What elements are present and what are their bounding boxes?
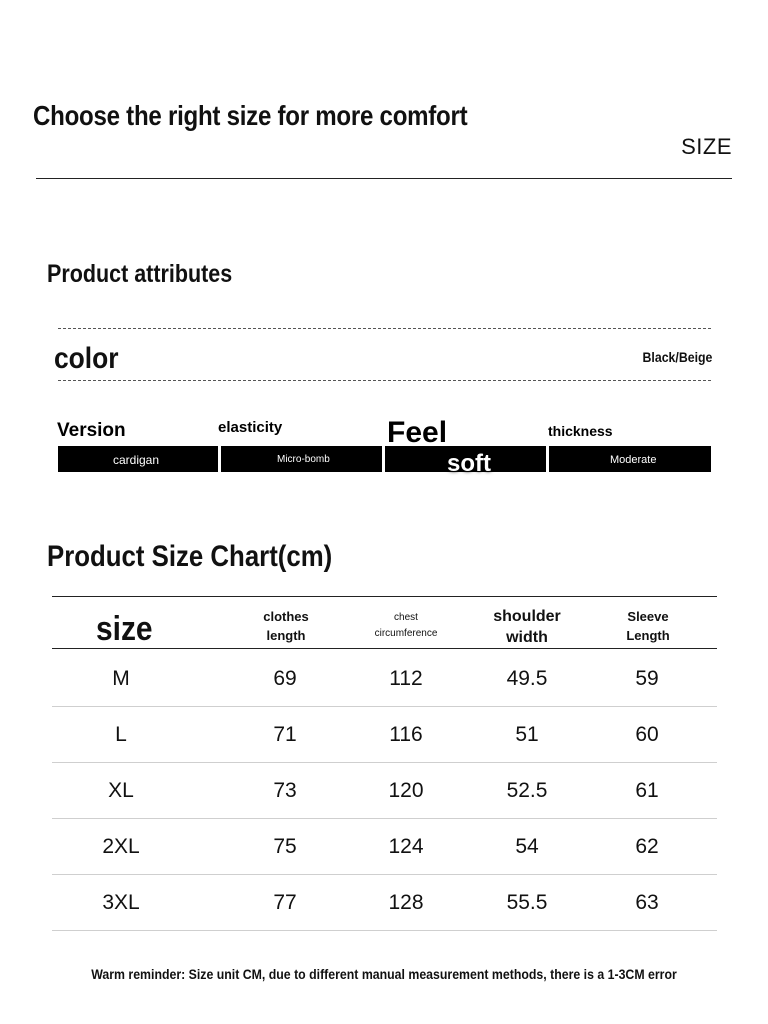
warm-reminder: Warm reminder: Size unit CM, due to different manual measurement methods, there is a 1-3CM error (91, 966, 677, 982)
table-row (52, 706, 717, 763)
table-row (52, 874, 717, 931)
header-shoulder-line2: width (506, 629, 548, 646)
cell-clothes-length: 73 (273, 779, 297, 802)
size-tag: SIZE (681, 134, 732, 159)
header-clothes-length (263, 607, 309, 645)
cell-shoulder: 49.5 (506, 667, 548, 690)
attribute-value-version: cardigan (113, 453, 160, 467)
attribute-name-feel: Feel (387, 416, 448, 449)
cell-size: 2XL (102, 835, 140, 858)
table-row (52, 762, 717, 819)
cell-chest: 124 (388, 835, 424, 858)
cell-clothes-length: 75 (273, 835, 297, 858)
attribute-name-elasticity: elasticity (218, 419, 283, 436)
cell-shoulder: 52.5 (506, 779, 548, 802)
header-chest-line2: circumference (374, 628, 438, 639)
cell-chest: 116 (389, 723, 423, 746)
attributes-title: Product attributes (47, 260, 233, 288)
bar-separator (218, 446, 221, 472)
table-row (52, 650, 717, 707)
cell-size: M (112, 667, 130, 690)
table-header-rule (52, 648, 717, 649)
table-row (52, 818, 717, 875)
cell-sleeve: 62 (635, 835, 659, 858)
header-size: size (96, 610, 153, 648)
header-clothes-length-line1: clothes (263, 609, 309, 624)
cell-clothes-length: 71 (273, 723, 297, 746)
cell-chest: 128 (388, 891, 424, 914)
table-top-rule (52, 596, 717, 597)
attribute-name-thickness: thickness (548, 423, 613, 439)
attribute-value-elasticity: Micro-bomb (277, 454, 330, 465)
cell-chest: 112 (389, 667, 423, 690)
header-clothes-length-line2: length (266, 628, 306, 643)
cell-shoulder: 51 (515, 723, 539, 746)
cell-sleeve: 61 (635, 779, 659, 802)
cell-size: XL (108, 779, 134, 802)
cell-shoulder: 54 (515, 835, 539, 858)
bar-separator (546, 446, 549, 472)
header-sleeve-length (626, 607, 669, 645)
cell-shoulder: 55.5 (506, 891, 548, 914)
bar-separator (382, 446, 385, 472)
header-sleeve-line2: Length (626, 628, 670, 643)
header-chest-circumference (375, 610, 438, 642)
header-shoulder-line1: shoulder (493, 608, 561, 625)
attribute-name-version: Version (57, 420, 126, 441)
color-label: color (54, 342, 119, 375)
header-shoulder-width (493, 606, 561, 648)
cell-sleeve: 59 (635, 667, 659, 690)
color-divider-bottom (58, 380, 711, 381)
color-value: Black/Beige (642, 349, 712, 365)
size-chart-title: Product Size Chart(cm) (47, 540, 333, 573)
cell-clothes-length: 77 (273, 891, 297, 914)
header-sleeve-line1: Sleeve (627, 609, 669, 624)
cell-sleeve: 63 (635, 891, 659, 914)
cell-sleeve: 60 (635, 723, 659, 746)
cell-clothes-length: 69 (273, 667, 297, 690)
attribute-value-feel: soft (447, 450, 491, 477)
color-divider-top (58, 328, 711, 329)
cell-size: L (115, 723, 127, 746)
cell-chest: 120 (388, 779, 424, 802)
header-chest-line1: chest (394, 612, 418, 623)
cell-size: 3XL (102, 891, 140, 914)
header-divider (36, 178, 732, 179)
page-headline: Choose the right size for more comfort (33, 100, 468, 131)
attribute-value-thickness: Moderate (610, 454, 657, 466)
